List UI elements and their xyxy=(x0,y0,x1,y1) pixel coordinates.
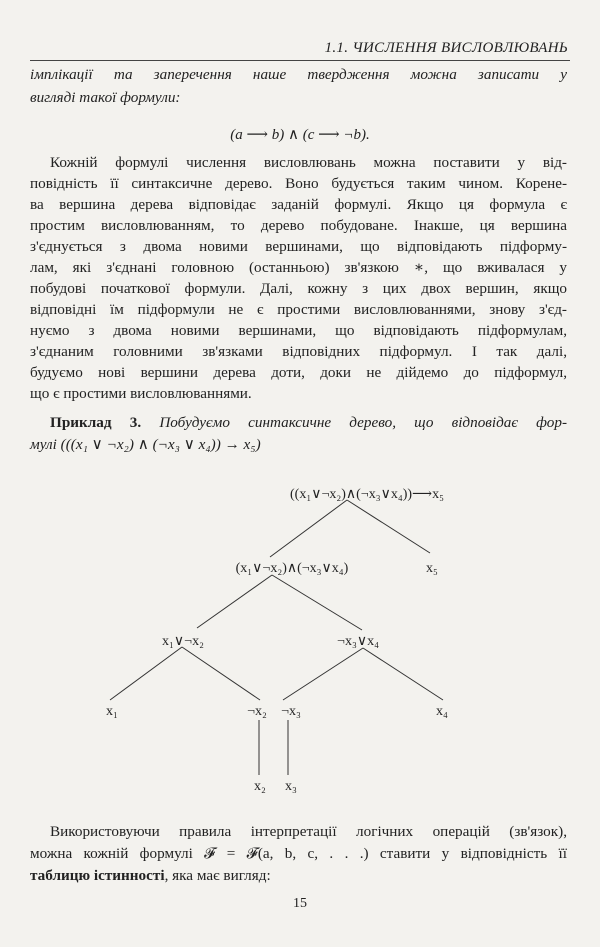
closing-line-3 xyxy=(30,866,567,886)
truth-table-term: таблицю істинності xyxy=(30,867,165,884)
paragraph-line: повідність її синтаксичне дерево. Воно будується таким чином. Корене- xyxy=(30,175,567,192)
tree-edge xyxy=(110,647,182,700)
tree-node-root: ((x₁∨¬x₂)∧(¬x₃∨x₄))⟶x₅ xyxy=(290,487,444,502)
paragraph-line: з'єднаним головними зв'язками відповідних підформул. І так далі, xyxy=(30,343,567,360)
running-title: 1.1. ЧИСЛЕННЯ ВИСЛОВЛЮВАНЬ xyxy=(324,40,568,56)
tree-edges xyxy=(110,500,443,775)
paragraph-line: Кожній формулі числення висловлювань можна поставити у від- xyxy=(50,154,567,171)
tree-node-x5: x₅ xyxy=(426,561,438,576)
intro-line: вигляді такої формули: xyxy=(30,89,181,106)
tree-edge xyxy=(272,575,362,630)
tree-edge xyxy=(182,647,260,700)
tree-node-x1: x₁ xyxy=(106,704,118,719)
example-line-2: мулі (((x₁ ∨ ¬x₂) ∧ (¬x₃ ∨ x₄)) → x₅) xyxy=(30,436,261,453)
closing-text: , яка має вигляд: xyxy=(164,867,271,884)
tree-node-x2: x₂ xyxy=(254,779,266,794)
intro-line: імплікації та заперечення наше твердження можна записати у xyxy=(30,66,567,83)
paragraph-line: відповідні їм підформули не є простими висловлюваннями, знову з'єд- xyxy=(30,301,567,318)
example-text: Побудуємо синтаксичне дерево, що відповідає фор- xyxy=(159,414,567,431)
tree-edge xyxy=(347,500,430,553)
display-formula: (a ⟶ b) ∧ (c ⟶ ¬b). xyxy=(230,127,370,143)
tree-node-not-x3: ¬x₃ xyxy=(281,704,301,719)
example-label: Приклад 3. xyxy=(50,414,142,431)
tree-node-disjunction-1: x₁∨¬x₂ xyxy=(162,634,204,649)
tree-node-x3: x₃ xyxy=(285,779,297,794)
paragraph-line: простим висловлюванням, то дерево побудоване. Інакше, ця вершина xyxy=(30,217,567,234)
closing-line: Використовуючи правила інтерпретації логічних операцій (зв'язок), xyxy=(50,823,567,840)
paragraph-line: що є простими висловлюваннями. xyxy=(30,385,252,402)
paragraph-line: лам, які з'єднані головною (останньою) зв'язкою ∗, що вживалася у xyxy=(30,259,567,276)
tree-node-conjunction: (x₁∨¬x₂)∧(¬x₃∨x₄) xyxy=(235,561,349,576)
paragraph-line: ва вершина дерева відповідає заданій формулі. Якщо ця формула є xyxy=(30,196,567,213)
tree-edge xyxy=(270,500,347,557)
paragraph-line: нуємо з двома новими вершинами, що відповідають підформулам, xyxy=(30,322,567,339)
closing-line: можна кожній формулі 𝓕 = 𝓕(a, b, c, . . .) ставити у відповідність її xyxy=(30,845,567,862)
tree-edge xyxy=(283,648,363,700)
page-number: 15 xyxy=(293,896,307,911)
tree-edge xyxy=(363,648,443,700)
tree-node-x4: x₄ xyxy=(436,704,448,719)
paragraph-line: будуємо нові вершини дерева доти, доки не дійдемо до підформул, xyxy=(30,364,567,381)
tree-node-not-x2: ¬x₂ xyxy=(247,704,267,719)
paragraph-line: побудові початкової формули. Далі, кожну з цих двох вершин, якщо xyxy=(30,280,567,297)
tree-edge xyxy=(197,575,272,628)
tree-node-disjunction-2: ¬x₃∨x₄ xyxy=(337,634,379,649)
paragraph-line: з'єднується з двома новими вершинами, що відповідають підформу- xyxy=(30,238,567,255)
